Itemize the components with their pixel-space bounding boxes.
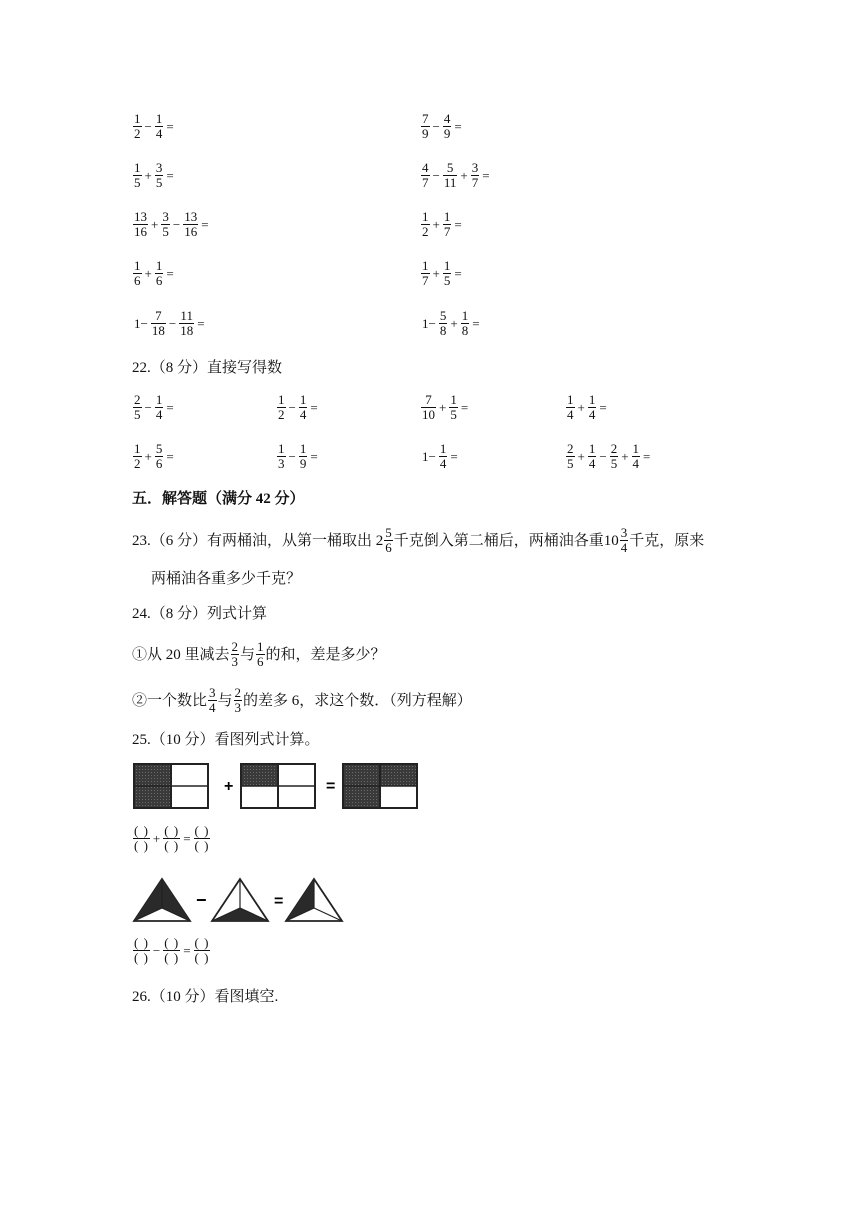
fraction [155,442,164,471]
blank-numerator[interactable]: ( ) [134,935,149,950]
operator: = [482,167,490,183]
operator: + [151,216,159,232]
fraction [155,393,164,422]
blank-numerator[interactable]: ( ) [194,823,210,838]
exercise-22-item [565,393,609,422]
fraction-denominator: 2 [278,407,285,422]
equals-sign: = [326,778,336,795]
operator: = [472,315,480,331]
operator: − [599,448,607,464]
operator: = [183,942,191,958]
fraction-numerator: 1 [155,392,163,407]
blank-denominator[interactable]: ( ) [194,950,210,965]
fraction-denominator: 18 [151,323,165,338]
fraction-denominator: 9 [443,126,451,141]
fraction [588,393,597,422]
q24-p1-fraction-2 [256,640,265,669]
minus-sign: − [196,890,207,910]
fraction [471,161,480,190]
fraction-numerator: 1 [299,441,307,456]
fraction-denominator: 2 [134,456,141,471]
q24-p2-f2-den: 3 [234,700,242,715]
exercise-21-item [420,112,464,141]
fraction-numerator: 7 [422,111,429,126]
operator: = [310,399,318,415]
equals-sign: = [274,893,284,910]
q24-p2-suffix: 的差多 6，求这个数．（列方程解） [243,692,472,709]
q23-frac2-num: 3 [620,525,628,540]
fraction-numerator: 5 [439,308,447,323]
fraction [133,442,142,471]
blank-denominator[interactable]: ( ) [164,838,180,853]
operator: 1− [134,315,148,331]
operator: + [439,399,447,415]
fraction [133,259,142,288]
operator: + [144,167,152,183]
fraction-denominator: 4 [155,126,163,141]
q24-p1-f1-num: 2 [231,639,239,654]
fraction [461,309,470,338]
fraction-denominator: 8 [461,323,469,338]
operator: = [166,265,174,281]
fraction-numerator: 5 [155,441,163,456]
fraction-numerator: 1 [278,392,285,407]
exercise-21-item [420,309,482,338]
question-23-line-1 [132,526,704,555]
fraction-denominator: 5 [450,407,457,422]
blank-fraction[interactable] [133,936,150,965]
operator: + [144,265,152,281]
operator: 1− [422,448,436,464]
fraction-denominator: 16 [134,224,147,239]
q23-fraction-2 [620,526,629,555]
operator: + [460,167,468,183]
blank-denominator[interactable]: ( ) [134,950,149,965]
fraction-denominator: 5 [162,224,169,239]
fraction-denominator: 4 [632,456,640,471]
operator: = [183,830,191,846]
fraction [588,442,597,471]
fraction [151,309,166,338]
operator: = [454,216,462,232]
exercise-21-item [132,309,207,338]
question-26-label [132,987,278,1007]
fraction-numerator: 1 [134,441,141,456]
fraction-denominator: 10 [422,407,435,422]
triangle-figure-3 [286,879,342,921]
operator: = [197,315,205,331]
operator: = [454,118,462,134]
blank-fraction[interactable] [194,936,211,965]
q23-prefix: 23.（6 分）有两桶油，从第一桶取出 2 [132,532,384,549]
exercise-22-item [132,393,176,422]
rectangle-fraction-figure [130,760,422,814]
operator: − [288,448,296,464]
q23-frac2-den: 4 [620,540,628,555]
fraction-numerator: 11 [180,308,193,323]
blank-fraction[interactable] [133,824,150,853]
fraction [443,112,452,141]
fraction-denominator: 4 [567,407,574,422]
fraction-denominator: 9 [422,126,429,141]
operator: + [450,315,458,331]
fraction-denominator: 4 [155,407,163,422]
fraction-denominator: 18 [180,323,194,338]
fraction-denominator: 7 [422,273,429,288]
exercise-22-item [276,442,320,471]
operator: = [599,399,607,415]
fraction-numerator: 1 [134,111,141,126]
operator: = [450,448,458,464]
operator: + [432,265,440,281]
fraction [133,210,148,239]
blank-fraction[interactable] [163,824,180,853]
q24-p2-f2-num: 2 [234,685,242,700]
fraction-denominator: 9 [299,456,307,471]
fraction [632,442,641,471]
fraction [133,393,142,422]
question-22-label [132,358,282,378]
fraction [610,442,619,471]
rectangle-figure-3 [343,764,417,808]
fraction [155,259,164,288]
q24-p1-f2-den: 6 [257,654,264,669]
fraction-numerator: 1 [632,441,640,456]
fraction-denominator: 11 [443,175,457,190]
plus-sign: + [224,778,234,795]
q24-p2-prefix: ②一个数比 [132,692,208,709]
fraction-denominator: 2 [134,126,141,141]
fraction-denominator: 5 [155,175,163,190]
triangle-figure-1 [134,879,190,921]
question-22-text: 22.（8 分）直接写得数 [132,360,283,376]
fraction [421,112,430,141]
fraction [277,393,286,422]
fraction [155,112,164,141]
exercise-21-item [420,210,464,239]
q24-p2-mid: 与 [217,692,233,709]
q24-label-text: 24.（8 分）列式计算 [132,606,268,622]
q23-suffix: 千克，原来 [629,532,705,549]
fraction-denominator: 5 [134,407,141,422]
fraction [443,161,458,190]
fraction [449,393,458,422]
exercise-21-item [420,161,492,190]
fraction [421,393,436,422]
fraction [179,309,194,338]
blank-equation-1 [132,824,211,853]
q24-p1-mid: 与 [240,646,256,663]
exercise-21-item [132,161,176,190]
fraction-numerator: 3 [162,209,169,224]
operator: = [166,448,174,464]
q26-label-text: 26.（10 分）看图填空. [132,989,279,1005]
operator: − [172,216,181,232]
fraction-numerator: 1 [443,209,451,224]
fraction-numerator: 1 [588,392,596,407]
fraction-denominator: 5 [610,456,618,471]
blank-equation-2 [132,936,211,965]
triangle-fraction-figure [132,876,344,924]
fraction [421,259,430,288]
fraction-numerator: 13 [184,209,198,224]
q24-p2-f1-num: 3 [209,685,216,700]
fraction-denominator: 4 [439,456,447,471]
fraction [421,161,430,190]
question-23-line-2 [151,569,301,589]
fraction-numerator: 1 [299,392,307,407]
fraction [566,393,575,422]
blank-numerator[interactable]: ( ) [134,823,149,838]
fraction-numerator: 3 [471,160,479,175]
exercise-21-item [132,112,176,141]
question-24-label [132,604,267,624]
fraction-denominator: 6 [155,456,163,471]
fraction-denominator: 5 [134,175,141,190]
fraction [566,442,575,471]
fraction-numerator: 1 [422,209,429,224]
fraction-numerator: 1 [439,441,447,456]
operator: − [144,118,152,134]
fraction-numerator: 4 [422,160,429,175]
blank-denominator[interactable]: ( ) [164,950,180,965]
fraction [299,393,308,422]
exercise-21-item [132,259,176,288]
section-5-title [132,489,305,509]
q25-label-text: 25.（10 分）看图列式计算。 [132,732,320,748]
fraction-numerator: 3 [155,160,163,175]
fraction-numerator: 5 [446,160,454,175]
fraction-denominator: 6 [134,273,141,288]
exercise-21-item [420,259,464,288]
fraction-denominator: 4 [299,407,307,422]
operator: + [152,830,161,846]
exercise-22-item [565,442,652,471]
fraction [133,161,142,190]
fraction-numerator: 1 [450,392,457,407]
fraction [183,210,198,239]
operator: = [166,399,174,415]
q23-frac1-num: 5 [385,525,392,540]
fraction [161,210,170,239]
fraction [443,210,452,239]
blank-denominator[interactable]: ( ) [194,838,210,853]
q24-p2-fraction-2 [234,686,243,715]
exercise-22-item [132,442,176,471]
fraction [277,442,286,471]
fraction-denominator: 3 [278,456,285,471]
exercise-22-item [420,442,460,471]
exercise-22-item [276,393,320,422]
q24-p1-f2-num: 1 [257,639,264,654]
question-25-label [132,730,320,750]
fraction [155,161,164,190]
fraction-numerator: 13 [134,209,147,224]
operator: 1− [422,315,436,331]
operator: = [166,118,174,134]
fraction-numerator: 7 [425,392,432,407]
blank-numerator[interactable]: ( ) [164,935,180,950]
fraction-numerator: 1 [134,160,141,175]
fraction-denominator: 5 [443,273,451,288]
blank-numerator[interactable]: ( ) [194,935,210,950]
fraction-numerator: 1 [588,441,596,456]
fraction-numerator: 1 [134,258,141,273]
fraction-denominator: 4 [588,407,596,422]
fraction [443,259,452,288]
q23-fraction-1 [384,526,393,555]
q24-p2-fraction-1 [208,686,217,715]
fraction [439,442,448,471]
fraction-denominator: 4 [588,456,596,471]
triangle-figure-2 [212,879,268,921]
operator: − [152,942,161,958]
q24-p2-f1-den: 4 [209,700,216,715]
q24-p1-fraction-1 [231,640,240,669]
q23-frac1-den: 6 [385,540,392,555]
fraction-denominator: 7 [471,175,479,190]
fraction-numerator: 2 [610,441,618,456]
rectangle-figure-1 [134,764,208,808]
fraction-denominator: 2 [422,224,429,239]
q23-mid: 千克倒入第二桶后，两桶油各重10 [393,532,619,549]
blank-fraction[interactable] [194,824,211,853]
q24-p1-f1-den: 3 [231,654,239,669]
q23-line2-text: 两桶油各重多少千克？ [151,571,302,587]
q24-p1-prefix: ①从 20 里减去 [132,646,230,663]
operator: + [621,448,629,464]
rectangle-figure-2 [241,764,315,808]
operator: = [310,448,318,464]
fraction-denominator: 5 [567,456,574,471]
exercise-22-item [420,393,470,422]
fraction-numerator: 1 [422,258,429,273]
operator: = [166,167,174,183]
blank-fraction[interactable] [163,936,180,965]
fraction [299,442,308,471]
fraction-numerator: 7 [155,308,162,323]
fraction-numerator: 1 [155,258,163,273]
fraction-numerator: 1 [443,258,451,273]
operator: − [432,118,440,134]
fraction [421,210,430,239]
fraction [439,309,448,338]
fraction-denominator: 16 [184,224,198,239]
fraction-denominator: 6 [155,273,163,288]
operator: + [577,448,585,464]
operator: + [432,216,440,232]
operator: = [454,265,462,281]
fraction-numerator: 1 [278,441,285,456]
operator: = [643,448,651,464]
fraction-numerator: 1 [567,392,574,407]
question-24-part-1 [132,640,386,669]
operator: − [144,399,152,415]
operator: + [577,399,585,415]
fraction-numerator: 2 [567,441,574,456]
fraction-numerator: 4 [443,111,451,126]
fraction-denominator: 7 [443,224,451,239]
operator: = [201,216,209,232]
fraction-numerator: 2 [134,392,141,407]
fraction-denominator: 7 [422,175,429,190]
operator: = [460,399,469,415]
operator: + [144,448,152,464]
fraction [133,112,142,141]
fraction-denominator: 8 [439,323,447,338]
operator: − [432,167,440,183]
fraction-numerator: 1 [155,111,163,126]
fraction-numerator: 1 [461,308,469,323]
exercise-21-item [132,210,211,239]
blank-denominator[interactable]: ( ) [134,838,149,853]
operator: − [168,315,177,331]
operator: − [288,399,296,415]
q24-p1-suffix: 的和，差是多少？ [265,646,386,663]
section-5-title-text: 五．解答题（满分 42 分） [132,491,305,507]
blank-numerator[interactable]: ( ) [164,823,180,838]
question-24-part-2 [132,686,472,715]
